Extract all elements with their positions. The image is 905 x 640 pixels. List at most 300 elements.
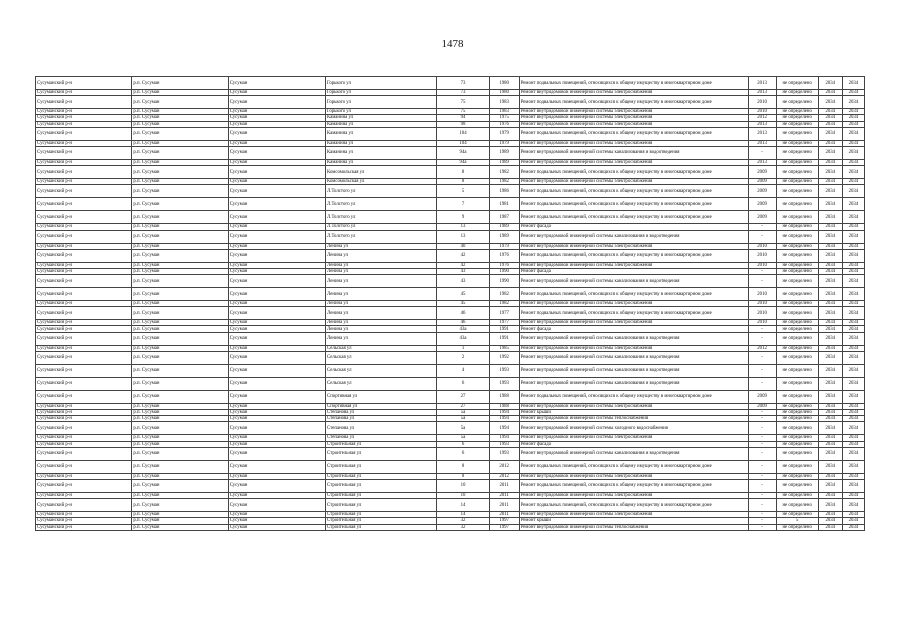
build-year-cell: 1983: [489, 96, 519, 109]
table-row: [36, 364, 865, 377]
house-number-cell: 46: [437, 307, 489, 320]
district-cell: Сусуманский р-н: [36, 524, 132, 530]
work-type-cell: Ремонт внутридомовой инженерной системы электроснабжения: [519, 121, 748, 127]
last-repair-year-cell: -: [748, 460, 776, 473]
house-number-cell: 104: [437, 140, 489, 146]
condition-cell: не определено: [776, 473, 818, 479]
plan-start-cell: 2034: [818, 211, 842, 224]
street-cell: Ленина ул: [326, 332, 437, 345]
plan-end-cell: 2034: [842, 121, 864, 127]
plan-end-cell: 2034: [842, 224, 864, 230]
city-cell: Сусуман: [228, 115, 325, 121]
city-cell: Сусуман: [228, 307, 325, 320]
district-cell: Сусуманский р-н: [36, 230, 132, 243]
work-type-cell: Ремонт фасада: [519, 268, 748, 274]
table-row: [36, 96, 865, 109]
last-repair-year-cell: 2012: [748, 115, 776, 121]
last-repair-year-cell: 2013: [748, 159, 776, 165]
city-cell: Сусуман: [228, 198, 325, 211]
last-repair-year-cell: -: [748, 524, 776, 530]
plan-start-cell: 2034: [818, 524, 842, 530]
condition-cell: не определено: [776, 185, 818, 198]
plan-end-cell: 2034: [842, 351, 864, 364]
city-cell: Сусуман: [228, 518, 325, 524]
settlement-cell: р.п. Сусуман: [132, 403, 228, 409]
house-number-cell: 43а: [437, 332, 489, 345]
house-number-cell: 6: [437, 447, 489, 460]
house-number-cell: 8: [437, 179, 489, 185]
settlement-cell: р.п. Сусуман: [132, 492, 228, 498]
city-cell: Сусуман: [228, 243, 325, 249]
house-number-cell: 5: [437, 185, 489, 198]
work-type-cell: Ремонт фасада: [519, 326, 748, 332]
street-cell: Л.Толстого ул: [326, 211, 437, 224]
condition-cell: не определено: [776, 301, 818, 307]
table-row: [36, 275, 865, 288]
plan-start-cell: 2034: [818, 198, 842, 211]
condition-cell: не определено: [776, 140, 818, 146]
house-number-cell: 6: [437, 441, 489, 447]
street-cell: Горького ул: [326, 90, 437, 96]
plan-end-cell: 2034: [842, 524, 864, 530]
house-number-cell: 27: [437, 390, 489, 403]
settlement-cell: р.п. Сусуман: [132, 268, 228, 274]
table-row: [36, 351, 865, 364]
condition-cell: не определено: [776, 243, 818, 249]
district-cell: Сусуманский р-н: [36, 364, 132, 377]
last-repair-year-cell: 2012: [748, 345, 776, 351]
build-year-cell: 1997: [489, 524, 519, 530]
plan-end-cell: 2034: [842, 345, 864, 351]
district-cell: Сусуманский р-н: [36, 288, 132, 301]
street-cell: Ленина ул: [326, 301, 437, 307]
district-cell: Сусуманский р-н: [36, 460, 132, 473]
last-repair-year-cell: 2010: [748, 109, 776, 115]
street-cell: Степанова ул: [326, 422, 437, 435]
street-cell: Степанова ул: [326, 416, 437, 422]
condition-cell: не определено: [776, 230, 818, 243]
build-year-cell: 1982: [489, 166, 519, 179]
settlement-cell: р.п. Сусуман: [132, 288, 228, 301]
build-year-cell: 1993: [489, 377, 519, 390]
plan-end-cell: 2034: [842, 146, 864, 159]
plan-start-cell: 2034: [818, 115, 842, 121]
street-cell: Каманина ул: [326, 146, 437, 159]
condition-cell: не определено: [776, 288, 818, 301]
plan-start-cell: 2034: [818, 307, 842, 320]
house-number-cell: 42: [437, 262, 489, 268]
street-cell: Ленина ул: [326, 275, 437, 288]
city-cell: Сусуман: [228, 140, 325, 146]
condition-cell: не определено: [776, 512, 818, 518]
last-repair-year-cell: 2013: [748, 140, 776, 146]
house-number-cell: 7: [437, 198, 489, 211]
district-cell: Сусуманский р-н: [36, 435, 132, 441]
street-cell: Строительная ул: [326, 499, 437, 512]
settlement-cell: р.п. Сусуман: [132, 96, 228, 109]
condition-cell: не определено: [776, 499, 818, 512]
city-cell: Сусуман: [228, 185, 325, 198]
plan-start-cell: 2034: [818, 499, 842, 512]
house-number-cell: 13: [437, 230, 489, 243]
work-type-cell: Ремонт подвальных помещений, относящихся к общему имуществу в многоквартирном доме: [519, 211, 748, 224]
street-cell: Горького ул: [326, 96, 437, 109]
condition-cell: 5: [776, 518, 818, 524]
plan-end-cell: 2034: [842, 435, 864, 441]
build-year-cell: 1993: [489, 447, 519, 460]
city-cell: Сусуман: [228, 121, 325, 127]
plan-start-cell: 2034: [818, 447, 842, 460]
house-number-cell: 14: [437, 499, 489, 512]
plan-start-cell: 2034: [818, 77, 842, 90]
plan-start-cell: 2034: [818, 441, 842, 447]
house-number-cell: 5а: [437, 435, 489, 441]
city-cell: Сусуман: [228, 416, 325, 422]
plan-end-cell: 2034: [842, 115, 864, 121]
city-cell: Сусуман: [228, 524, 325, 530]
build-year-cell: 2012: [489, 473, 519, 479]
last-repair-year-cell: 2010: [748, 243, 776, 249]
last-repair-year-cell: -: [748, 224, 776, 230]
build-year-cell: 2011: [489, 499, 519, 512]
district-cell: Сусуманский р-н: [36, 377, 132, 390]
last-repair-year-cell: 2010: [748, 320, 776, 326]
plan-start-cell: 2034: [818, 377, 842, 390]
condition-cell: не определено: [776, 224, 818, 230]
street-cell: Строительная ул: [326, 441, 437, 447]
build-year-cell: 1975: [489, 115, 519, 121]
settlement-cell: р.п. Сусуман: [132, 499, 228, 512]
settlement-cell: р.п. Сусуман: [132, 249, 228, 262]
city-cell: Сусуман: [228, 90, 325, 96]
last-repair-year-cell: 2010: [748, 262, 776, 268]
street-cell: Горького ул: [326, 109, 437, 115]
work-type-cell: Ремонт внутридомовой инженерной системы электроснабжения: [519, 179, 748, 185]
plan-end-cell: 2034: [842, 422, 864, 435]
plan-start-cell: 2034: [818, 320, 842, 326]
street-cell: Строительная ул: [326, 473, 437, 479]
city-cell: Сусуман: [228, 479, 325, 492]
condition-cell: не определено: [776, 524, 818, 530]
work-type-cell: Ремонт внутридомовой инженерной системы электроснабжения: [519, 109, 748, 115]
plan-start-cell: 2034: [818, 140, 842, 146]
condition-cell: не определено: [776, 364, 818, 377]
last-repair-year-cell: -: [748, 377, 776, 390]
work-type-cell: Ремонт внутридомовой инженерной системы теплоснабжения: [519, 416, 748, 422]
district-cell: Сусуманский р-н: [36, 115, 132, 121]
plan-start-cell: 2034: [818, 479, 842, 492]
house-number-cell: 94а: [437, 159, 489, 165]
plan-end-cell: 2034: [842, 288, 864, 301]
work-type-cell: Ремонт крыши: [519, 518, 748, 524]
settlement-cell: р.п. Сусуман: [132, 447, 228, 460]
condition-cell: не определено: [776, 410, 818, 416]
district-cell: Сусуманский р-н: [36, 211, 132, 224]
settlement-cell: р.п. Сусуман: [132, 146, 228, 159]
condition-cell: не определено: [776, 416, 818, 422]
house-number-cell: 10: [437, 492, 489, 498]
settlement-cell: р.п. Сусуман: [132, 345, 228, 351]
plan-start-cell: 2034: [818, 146, 842, 159]
table-row: [36, 377, 865, 390]
work-type-cell: Ремонт фасада: [519, 224, 748, 230]
city-cell: Сусуман: [228, 179, 325, 185]
plan-end-cell: 2034: [842, 307, 864, 320]
condition-cell: не определено: [776, 211, 818, 224]
condition-cell: не определено: [776, 249, 818, 262]
build-year-cell: 1977: [489, 320, 519, 326]
house-number-cell: 8: [437, 166, 489, 179]
plan-start-cell: 2034: [818, 121, 842, 127]
district-cell: Сусуманский р-н: [36, 332, 132, 345]
house-number-cell: 27: [437, 403, 489, 409]
district-cell: Сусуманский р-н: [36, 90, 132, 96]
build-year-cell: 1988: [489, 390, 519, 403]
plan-start-cell: 2034: [818, 166, 842, 179]
last-repair-year-cell: 2010: [748, 288, 776, 301]
work-type-cell: Ремонт внутридомовой инженерной системы канализования и водоотведения: [519, 230, 748, 243]
city-cell: Сусуман: [228, 332, 325, 345]
build-year-cell: 1982: [489, 288, 519, 301]
last-repair-year-cell: -: [748, 351, 776, 364]
plan-end-cell: 2034: [842, 441, 864, 447]
street-cell: Комсомольская ул: [326, 166, 437, 179]
plan-start-cell: 2034: [818, 185, 842, 198]
district-cell: Сусуманский р-н: [36, 179, 132, 185]
work-type-cell: Ремонт внутридомовой инженерной системы электроснабжения: [519, 262, 748, 268]
last-repair-year-cell: 2009: [748, 211, 776, 224]
condition-cell: не определено: [776, 307, 818, 320]
plan-start-cell: 2034: [818, 262, 842, 268]
work-type-cell: Ремонт подвальных помещений, относящихся к общему имуществу в многоквартирном доме: [519, 249, 748, 262]
last-repair-year-cell: -: [748, 146, 776, 159]
district-cell: Сусуманский р-н: [36, 146, 132, 159]
city-cell: Сусуман: [228, 268, 325, 274]
last-repair-year-cell: 2009: [748, 198, 776, 211]
work-type-cell: Ремонт внутридомовой инженерной системы электроснабжения: [519, 301, 748, 307]
plan-end-cell: 2034: [842, 90, 864, 96]
settlement-cell: р.п. Сусуман: [132, 230, 228, 243]
street-cell: Степанова ул: [326, 435, 437, 441]
plan-start-cell: 2034: [818, 301, 842, 307]
table-row: [36, 524, 865, 530]
district-cell: Сусуманский р-н: [36, 96, 132, 109]
settlement-cell: р.п. Сусуман: [132, 320, 228, 326]
street-cell: Строительная ул: [326, 460, 437, 473]
last-repair-year-cell: 2009: [748, 390, 776, 403]
settlement-cell: р.п. Сусуман: [132, 435, 228, 441]
work-type-cell: Ремонт подвальных помещений, относящихся к общему имуществу в многоквартирном доме: [519, 460, 748, 473]
condition-cell: не определено: [776, 115, 818, 121]
last-repair-year-cell: 2010: [748, 249, 776, 262]
last-repair-year-cell: -: [748, 441, 776, 447]
district-cell: Сусуманский р-н: [36, 410, 132, 416]
city-cell: Сусуман: [228, 422, 325, 435]
district-cell: Сусуманский р-н: [36, 320, 132, 326]
street-cell: Л.Толстого ул: [326, 185, 437, 198]
settlement-cell: р.п. Сусуман: [132, 460, 228, 473]
plan-end-cell: 2034: [842, 403, 864, 409]
last-repair-year-cell: 2010: [748, 96, 776, 109]
plan-start-cell: 2034: [818, 512, 842, 518]
plan-end-cell: 2034: [842, 166, 864, 179]
plan-end-cell: 2034: [842, 460, 864, 473]
street-cell: Ленина ул: [326, 249, 437, 262]
work-type-cell: Ремонт внутридомовой инженерной системы электроснабжения: [519, 512, 748, 518]
plan-start-cell: 2034: [818, 96, 842, 109]
settlement-cell: р.п. Сусуман: [132, 109, 228, 115]
plan-start-cell: 2034: [818, 390, 842, 403]
city-cell: Сусуман: [228, 249, 325, 262]
city-cell: Сусуман: [228, 447, 325, 460]
condition-cell: не определено: [776, 121, 818, 127]
last-repair-year-cell: -: [748, 492, 776, 498]
district-cell: Сусуманский р-н: [36, 512, 132, 518]
plan-end-cell: 2034: [842, 268, 864, 274]
city-cell: Сусуман: [228, 96, 325, 109]
condition-cell: не определено: [776, 268, 818, 274]
street-cell: Строительная ул: [326, 447, 437, 460]
district-cell: Сусуманский р-н: [36, 307, 132, 320]
street-cell: Комсомольская ул: [326, 179, 437, 185]
settlement-cell: р.п. Сусуман: [132, 441, 228, 447]
plan-end-cell: 2034: [842, 320, 864, 326]
build-year-cell: 1993: [489, 441, 519, 447]
house-number-cell: 73: [437, 77, 489, 90]
plan-end-cell: 2034: [842, 492, 864, 498]
table-row: [36, 288, 865, 301]
table-row: [36, 307, 865, 320]
plan-end-cell: 2034: [842, 96, 864, 109]
last-repair-year-cell: -: [748, 473, 776, 479]
last-repair-year-cell: 2009: [748, 185, 776, 198]
street-cell: Спортивная ул: [326, 390, 437, 403]
work-type-cell: Ремонт подвальных помещений, относящихся к общему имуществу в многоквартирном доме: [519, 127, 748, 140]
last-repair-year-cell: -: [748, 268, 776, 274]
city-cell: Сусуман: [228, 109, 325, 115]
house-number-cell: 75: [437, 96, 489, 109]
house-number-cell: 5а: [437, 410, 489, 416]
last-repair-year-cell: -: [748, 512, 776, 518]
city-cell: Сусуман: [228, 301, 325, 307]
city-cell: Сусуман: [228, 211, 325, 224]
table-row: [36, 390, 865, 403]
last-repair-year-cell: 2009: [748, 179, 776, 185]
work-type-cell: Ремонт внутридомовой инженерной системы электроснабжения: [519, 90, 748, 96]
city-cell: Сусуман: [228, 288, 325, 301]
street-cell: Сельская ул: [326, 351, 437, 364]
settlement-cell: р.п. Сусуман: [132, 518, 228, 524]
street-cell: Каманина ул: [326, 159, 437, 165]
settlement-cell: р.п. Сусуман: [132, 524, 228, 530]
build-year-cell: 1979: [489, 140, 519, 146]
settlement-cell: р.п. Сусуман: [132, 512, 228, 518]
city-cell: Сусуман: [228, 351, 325, 364]
build-year-cell: 1976: [489, 262, 519, 268]
district-cell: Сусуманский р-н: [36, 268, 132, 274]
table-row: [36, 447, 865, 460]
settlement-cell: р.п. Сусуман: [132, 115, 228, 121]
street-cell: Ленина ул: [326, 243, 437, 249]
house-number-cell: 40: [437, 243, 489, 249]
build-year-cell: 2011: [489, 492, 519, 498]
city-cell: Сусуман: [228, 230, 325, 243]
build-year-cell: 1993: [489, 364, 519, 377]
street-cell: Ленина ул: [326, 262, 437, 268]
build-year-cell: 1997: [489, 518, 519, 524]
street-cell: Строительная ул: [326, 492, 437, 498]
plan-start-cell: 2034: [818, 518, 842, 524]
last-repair-year-cell: -: [748, 326, 776, 332]
settlement-cell: р.п. Сусуман: [132, 326, 228, 332]
plan-start-cell: 2034: [818, 460, 842, 473]
build-year-cell: 1989: [489, 230, 519, 243]
house-number-cell: 45: [437, 288, 489, 301]
last-repair-year-cell: -: [748, 518, 776, 524]
repair-schedule-table: [35, 76, 865, 531]
settlement-cell: р.п. Сусуман: [132, 332, 228, 345]
house-number-cell: 73: [437, 90, 489, 96]
city-cell: Сусуман: [228, 364, 325, 377]
table-body: [36, 77, 865, 531]
street-cell: Горького ул: [326, 77, 437, 90]
last-repair-year-cell: -: [748, 422, 776, 435]
build-year-cell: 1994: [489, 435, 519, 441]
work-type-cell: Ремонт внутридомовой инженерной системы канализования и водоотведения: [519, 275, 748, 288]
district-cell: Сусуманский р-н: [36, 403, 132, 409]
table-row: [36, 127, 865, 140]
city-cell: Сусуман: [228, 224, 325, 230]
city-cell: Сусуман: [228, 410, 325, 416]
district-cell: Сусуманский р-н: [36, 109, 132, 115]
city-cell: Сусуман: [228, 435, 325, 441]
plan-start-cell: 2034: [818, 326, 842, 332]
settlement-cell: р.п. Сусуман: [132, 121, 228, 127]
plan-end-cell: 2034: [842, 499, 864, 512]
build-year-cell: 1979: [489, 127, 519, 140]
house-number-cell: 43: [437, 275, 489, 288]
city-cell: Сусуман: [228, 166, 325, 179]
street-cell: Л.Толстого ул: [326, 224, 437, 230]
work-type-cell: Ремонт подвальных помещений, относящихся к общему имуществу в многоквартирном доме: [519, 77, 748, 90]
build-year-cell: 2011: [489, 479, 519, 492]
plan-end-cell: 2034: [842, 198, 864, 211]
plan-start-cell: 2034: [818, 224, 842, 230]
work-type-cell: Ремонт внутридомовой инженерной системы канализования и водоотведения: [519, 364, 748, 377]
work-type-cell: Ремонт внутридомовой инженерной системы канализования и водоотведения: [519, 377, 748, 390]
work-type-cell: Ремонт внутридомовой инженерной системы теплоснабжения: [519, 524, 748, 530]
district-cell: Сусуманский р-н: [36, 499, 132, 512]
plan-start-cell: 2034: [818, 473, 842, 479]
condition-cell: не определено: [776, 377, 818, 390]
plan-start-cell: 2034: [818, 364, 842, 377]
plan-start-cell: 2034: [818, 243, 842, 249]
district-cell: Сусуманский р-н: [36, 473, 132, 479]
build-year-cell: 1991: [489, 332, 519, 345]
last-repair-year-cell: 2010: [748, 301, 776, 307]
build-year-cell: 1994: [489, 416, 519, 422]
work-type-cell: Ремонт внутридомовой инженерной системы канализования и водоотведения: [519, 447, 748, 460]
condition-cell: не определено: [776, 326, 818, 332]
build-year-cell: 1980: [489, 77, 519, 90]
last-repair-year-cell: 2010: [748, 307, 776, 320]
settlement-cell: р.п. Сусуман: [132, 364, 228, 377]
settlement-cell: р.п. Сусуман: [132, 262, 228, 268]
condition-cell: не определено: [776, 435, 818, 441]
house-number-cell: 8: [437, 473, 489, 479]
plan-end-cell: 2034: [842, 332, 864, 345]
work-type-cell: Ремонт внутридомовой инженерной системы электроснабжения: [519, 345, 748, 351]
